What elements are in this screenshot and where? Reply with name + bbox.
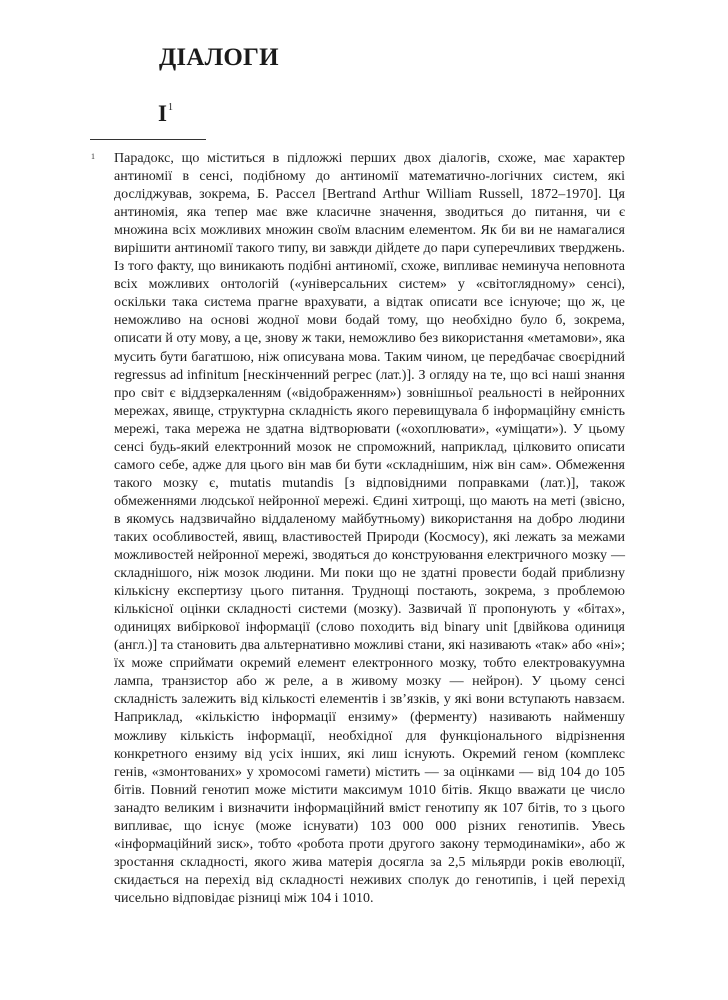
footnote-marker: 1 (91, 152, 95, 161)
section-heading (158, 102, 173, 125)
footnote-separator (90, 139, 206, 140)
section-numeral: I (158, 101, 167, 126)
page-title: ДІАЛОГИ (159, 44, 279, 71)
footnote-reference: 1 (167, 102, 173, 113)
footnote-text: Парадокс, що міститься в підложжі перших двох діалогів, схоже, має характер антиномії в сенсі, подібному до антиномії математично-логічних систем, які досліджував, зокрема, Б. Рассел [Bertrand Arthur William Russell, 1872–1970]. Ця антиномія, яка тепер має вже класичне значення, зводиться до питання, чи є множина всіх можливих множин своїм власним елементом. Як би ви не намагалися вирішити антиномії такого типу, ви завжди дійдете до пари суперечливих тверджень. Із того факту, що виникають подібні антиномії, схоже, випливає неминуча неповнота всіх можливих онтологій («універсальних систем» у «світоглядному» сенсі), оскільки така система прагне врахувати, а відтак описати все існуюче; що ж, це неможливо на основі жодної мови бодай тому, що необхідно було б, зокрема, описати й оту мову, а це, знову ж таки, неможливо без використання «метамови», яка мусить бути багатшою, ніж описувана мова. Таким чином, це передбачає своєрідний regressus ad infinitum [нескінченний регрес (лат.)]. З огляду на те, що всі наші знання про світ є віддзеркаленням («відображенням») зовнішньої реальності в нейронних мережах, явище, структурна складність якого перевищувала б інформаційну ємність мережі, така мережа не здатна відтворювати («охоплювати», «уміщати»). У цьому сенсі будь-який електронний мозок не спроможний, наприклад, цілковито описати самого себе, адже для цього він мав би бути «складнішим, ніж він сам». Обмеження такого мозку є, mutatis mutandis [з відповідними поправками (лат.)], також обмеженнями людської нейронної мережі. Єдині хитрощі, що мають на меті (звісно, в якомусь надзвичайно віддаленому майбутньому) використання на добро людини таких особливостей, явищ, властивостей Природи (Космосу), які лежать за межами можливостей нейронної мережі, зводяться до конструювання електричного мозку — складнішого, ніж мозок людини. Ми поки що не здатні провести бодай приблизну кількісну експертизу цього питання. Труднощі постають, зокрема, з проблемою кількісної оцінки складності системи (мозку). Зазвичай її пропонують у «бітах», одиницях вибіркової інформації (слово походить від binary unit [двійкова одиниця (англ.)] та становить два альтернативно можливі стани, які називають «так» або «ні»; їх може сприймати окремий елемент електронного мозку, тобто електровакуумна лампа, транзистор або ж реле, а в живому мозку — нейрон). У цьому сенсі складність залежить від кількості елементів і зв’язків, у які вони вступають навзаєм. Наприклад, «кількістю інформації ензиму» (ферменту) називають найменшу можливу кількість інформації, необхідної для функціонального відрізнення конкретного ензиму від усіх інших, які лиш існують. Окремий геном (комплекс генів, «змонтованих» у хромосомі гамети) містить — за оцінками — від 104 до 105 бітів. Повний генотип може містити максимум 1010 бітів. Якщо вважати це число занадто великим і визначити інформаційний вміст генотипу як 107 бітів, то з цього випливає, що існує (може існувати) 103 000 000 різних генотипів. Увесь «інформаційний зиск», тобто «робота проти другого закону термодинаміки», або ж зростання складності, якого жива матерія досягла за 2,5 мільярди років еволюції, скидається на перехід від складності неживих сполук до генотипів, і цей перехід чисельно відповідає різниці між 104 і 1010. (114, 151, 625, 906)
